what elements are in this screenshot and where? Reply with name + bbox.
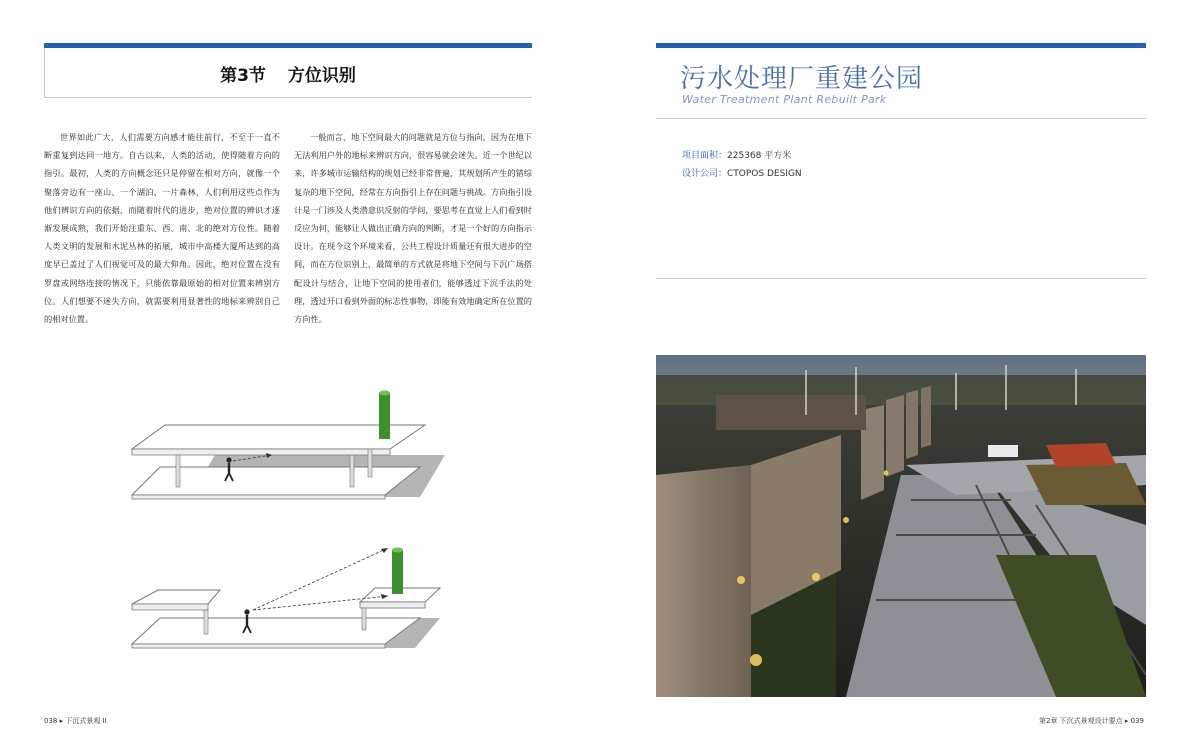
designer-value: CTOPOS DESIGN <box>727 169 802 179</box>
column <box>350 455 354 487</box>
left-top-rule <box>44 43 532 48</box>
park-photo <box>656 355 1146 697</box>
title-divider <box>656 118 1146 119</box>
upper-block-right-edge <box>360 602 425 608</box>
project-area <box>682 148 791 161</box>
body-column-1 <box>44 128 280 328</box>
column <box>368 449 372 477</box>
section-heading <box>44 50 532 96</box>
title-underline <box>44 97 532 98</box>
left-footer: 038 ▸ 下沉式景观 II <box>44 717 107 725</box>
section-number: 第3节 <box>220 65 266 86</box>
ground-slab <box>132 618 420 644</box>
upper-block-left-edge <box>132 604 208 610</box>
project-designer <box>682 166 802 179</box>
diagram-sightline-upper <box>120 385 460 515</box>
project-subtitle: Water Treatment Plant Rebuilt Park <box>682 93 887 106</box>
green-pillar <box>392 550 403 594</box>
column <box>176 455 180 487</box>
area-label: 项目面积： <box>682 151 728 161</box>
section-title: 方位识别 <box>287 65 356 86</box>
designer-label: 设计公司： <box>682 169 728 179</box>
body-column-2 <box>294 128 532 328</box>
green-pillar <box>379 393 390 439</box>
green-pillar-top <box>392 548 403 553</box>
info-divider <box>656 278 1146 279</box>
body-paragraph-2: 一般而言，地下空间最大的问题就是方位与指向，因为在地下无法利用户外的地标来辨识方向，很容易就会迷失。近一个世纪以来，许多城市运输结构的规划已经非常普遍，其规划所产生的错综复杂的地下空间，经常在方向指引上存在问题与挑战。方向指引设计是一门涉及人类潜意识反射的学问，要思考在直觉上人们看到时反应为何，能够让人做出正确方向的判断，才是一个好的方向指示设计。在现今这个环境来看，公共工程设计质量还有很大进步的空间，而在方位识别上，最简单的方式就是将地下空间与下沉广场搭配设计与结合，让地下空间的使用者们，能够透过下沉手法的处理，透过开口看到外面的标志性事物，即能有效地确定所在位置的方向性。 <box>294 132 532 325</box>
project-title: 污水处理厂重建公园 <box>680 64 924 94</box>
green-pillar-top <box>379 391 390 396</box>
upper-block-left <box>132 590 220 604</box>
column <box>362 608 366 630</box>
right-footer: 第2章 下沉式景观设计要点 ▸ 039 <box>1038 717 1144 725</box>
column <box>204 610 208 634</box>
right-top-rule <box>656 43 1146 48</box>
ground-slab <box>132 467 420 495</box>
diagram-sightline-opening <box>120 540 460 660</box>
body-paragraph-1: 世界如此广大，人们需要方向感才能往前行，不至于一直不断重复到达同一地方。自古以来，人类的活动，使得随着方向的指引。最初，人类的方向概念还只是停留在相对方向，就像一个聚落旁边有一座山、一个湖泊、一片森林，人们利用这些点作为他们辨识方向的依据，而随着时代的进步，绝对位置的辨识才逐渐发展成熟，我们开始注重东、西、南、北的绝对方位性。随着人类文明的发展和水泥丛林的拓展，城市中高楼大厦所达到的高度早已盖过了人们视觉可及的最大仰角。因此，绝对位置在没有罗盘或网络连接的情况下，只能依靠最原始的相对位置来辨别方位。人们想要不迷失方向，就需要利用显著性的地标来辨别自己的相对位置。 <box>44 132 280 325</box>
upper-slab-edge <box>132 449 390 455</box>
area-value: 225368 平方米 <box>727 151 792 161</box>
ground-slab-edge <box>132 495 385 499</box>
ground-slab-edge <box>132 644 385 648</box>
